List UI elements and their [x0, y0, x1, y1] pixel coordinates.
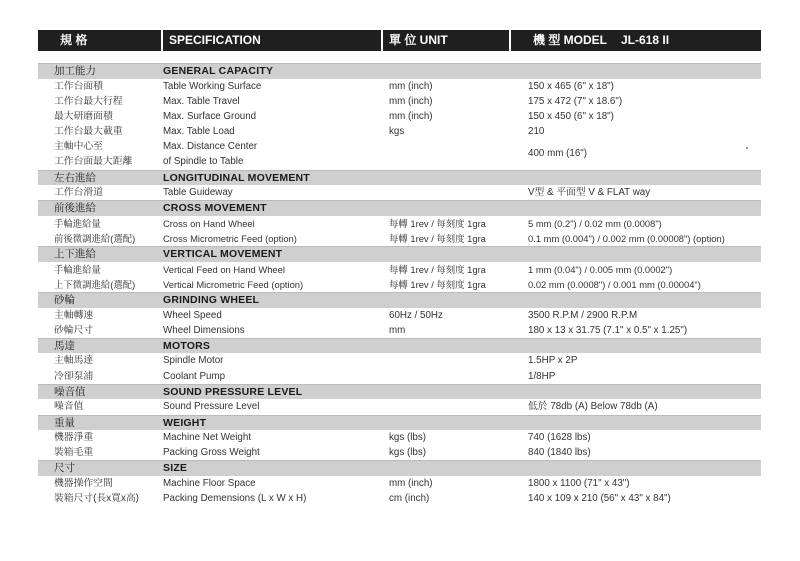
spec-value: 180 x 13 x 31.75 (7.1" x 0.5" x 1.25") — [528, 324, 688, 336]
spec-value: 400 mm (16") — [528, 148, 588, 160]
section-title-en: SIZE — [163, 462, 188, 475]
spec-sheet — [38, 30, 761, 506]
spec-row — [38, 216, 761, 231]
spec-row — [38, 231, 761, 246]
spec-unit: mm (inch) — [389, 80, 433, 92]
spec-name-en-line2: of Spindle to Table — [163, 156, 244, 168]
spec-value: V型 & 平面型 V & FLAT way — [528, 187, 651, 199]
spec-unit: mm (inch) — [389, 95, 433, 107]
spec-name-zh: 最大研磨面積 — [54, 110, 113, 122]
spec-value: 0.1 mm (0.004") / 0.002 mm (0.00008") (option) — [528, 233, 725, 245]
spec-name-en: Table Working Surface — [163, 80, 262, 92]
spec-name-en: Wheel Speed — [163, 309, 222, 321]
spec-value: 低於 78db (A) Below 78db (A) — [528, 401, 658, 413]
spec-name-zh: 裝箱毛重 — [54, 447, 94, 459]
spec-unit: kgs (lbs) — [389, 447, 427, 459]
spec-name-en: Machine Net Weight — [163, 432, 252, 444]
section-title-zh: 尺寸 — [54, 462, 75, 475]
spec-row — [38, 185, 761, 200]
spec-row — [38, 139, 761, 169]
spec-name-zh: 冷卻泵浦 — [54, 370, 94, 382]
section-header — [38, 384, 761, 400]
section-title-zh: 加工能力 — [54, 65, 96, 77]
spec-name-zh: 機器操作空間 — [54, 477, 113, 489]
spec-name-en: Packing Gross Weight — [163, 447, 260, 459]
spec-name-en: Cross Micrometric Feed (option) — [163, 233, 297, 245]
spec-name-en: Machine Floor Space — [163, 477, 256, 489]
section-title-en: LONGITUDINAL MOVEMENT — [163, 171, 310, 184]
spec-unit: mm (inch) — [389, 110, 433, 122]
spec-unit: cm (inch) — [389, 493, 430, 505]
spec-name-en: Max. Surface Ground — [163, 110, 257, 122]
spec-name-en-line1: Max. Distance Center — [163, 141, 258, 153]
section-title-en: VERTICAL MOVEMENT — [163, 248, 283, 261]
section-title-zh: 前後進給 — [54, 202, 96, 215]
section-title-zh: 左右進給 — [54, 171, 96, 184]
section-title-en: SOUND PRESSURE LEVEL — [163, 385, 303, 398]
spec-row — [38, 277, 761, 292]
section-title-zh: 砂輪 — [54, 294, 75, 307]
spec-name-en — [163, 139, 389, 169]
section-header — [38, 63, 761, 79]
header-unit: 單 位 UNIT — [383, 30, 511, 51]
spec-value: 740 (1628 lbs) — [528, 432, 591, 444]
spec-unit — [389, 185, 528, 200]
spec-unit — [389, 353, 528, 368]
spec-name-en: Packing Demensions (L x W x H) — [163, 493, 307, 505]
spec-row — [38, 124, 761, 139]
spec-name-zh: 砂輪尺寸 — [54, 324, 94, 336]
section-title-zh: 上下進給 — [54, 248, 96, 261]
spec-unit: 每轉 1rev / 每刻度 1gra — [389, 233, 486, 245]
spec-row — [38, 430, 761, 445]
spec-name-en: Coolant Pump — [163, 370, 226, 382]
spec-name-en: Wheel Dimensions — [163, 324, 245, 336]
spec-name-en: Spindle Motor — [163, 355, 224, 367]
spec-value: 1/8HP — [528, 370, 556, 382]
spec-unit: 每轉 1rev / 每刻度 1gra — [389, 263, 486, 275]
spec-value: 840 (1840 lbs) — [528, 447, 591, 459]
spec-value: 5 mm (0.2") / 0.02 mm (0.0008") — [528, 217, 662, 229]
spec-name-zh: 機器淨重 — [54, 432, 94, 444]
spec-value: 1 mm (0.04") / 0.005 mm (0.0002") — [528, 263, 673, 275]
spec-name-zh — [38, 139, 163, 169]
spec-name-en: Vertical Feed on Hand Wheel — [163, 263, 285, 275]
header-spec-zh: 規 格 — [38, 30, 163, 51]
section-title-en: GENERAL CAPACITY — [163, 65, 274, 77]
spec-row — [38, 94, 761, 109]
section-header — [38, 246, 761, 262]
header-model-value: JL-618 II — [621, 33, 670, 47]
spec-unit: kgs (lbs) — [389, 432, 427, 444]
spec-name-en: Max. Table Load — [163, 126, 235, 138]
section-header — [38, 460, 761, 476]
spec-name-zh: 主軸馬達 — [54, 355, 94, 367]
spec-value: 150 x 465 (6" x 18") — [528, 80, 614, 92]
spec-unit — [389, 369, 528, 384]
spec-value: 210 — [528, 126, 545, 138]
spec-value: 150 x 450 (6" x 18") — [528, 110, 614, 122]
spec-row — [38, 491, 761, 506]
spec-row — [38, 323, 761, 338]
spec-unit: mm — [389, 324, 406, 336]
spec-name-en: Table Guideway — [163, 187, 233, 199]
spec-row — [38, 353, 761, 368]
spec-name-zh: 工作台最大行程 — [54, 95, 123, 107]
spec-table-header — [38, 30, 761, 51]
spec-value: 3500 R.P.M / 2900 R.P.M — [528, 309, 638, 321]
speck-mark — [746, 147, 748, 149]
spec-name-zh-line2: 工作台面最大距離 — [54, 156, 133, 168]
spec-unit — [389, 139, 528, 169]
spec-name-zh: 前後微調進給(選配) — [54, 233, 136, 245]
spec-name-zh: 主軸轉速 — [54, 309, 94, 321]
spec-row — [38, 109, 761, 124]
header-spec-en: SPECIFICATION — [163, 30, 383, 51]
spec-unit — [389, 399, 528, 414]
spec-value: 1800 x 1100 (71" x 43") — [528, 477, 630, 489]
spec-row — [38, 262, 761, 277]
spec-name-en: Sound Pressure Level — [163, 401, 260, 413]
section-title-zh: 噪音值 — [54, 385, 86, 398]
section-title-en: WEIGHT — [163, 416, 207, 429]
spec-unit: mm (inch) — [389, 477, 433, 489]
spec-value: 0.02 mm (0.0008") / 0.001 mm (0.00004") — [528, 278, 701, 290]
spec-name-zh: 工作台面積 — [54, 80, 103, 92]
header-model — [511, 30, 761, 51]
spec-row — [38, 399, 761, 414]
section-title-zh: 馬達 — [54, 339, 75, 352]
header-model-label: 機 型 MODEL — [533, 33, 607, 47]
section-header — [38, 292, 761, 308]
section-header — [38, 170, 761, 186]
spec-value: 1.5HP x 2P — [528, 355, 578, 367]
spec-name-zh: 噪音值 — [54, 401, 84, 413]
spec-value: 140 x 109 x 210 (56" x 43" x 84") — [528, 493, 671, 505]
spec-name-zh: 工作台最大載重 — [54, 126, 123, 138]
spec-row — [38, 369, 761, 384]
section-title-en: GRINDING WHEEL — [163, 294, 260, 307]
spec-unit: 每轉 1rev / 每刻度 1gra — [389, 278, 486, 290]
spec-row — [38, 79, 761, 94]
spec-name-zh: 裝箱尺寸(長x寬x高) — [54, 493, 139, 505]
section-title-en: MOTORS — [163, 339, 211, 352]
spec-row — [38, 476, 761, 491]
spec-name-en: Vertical Micrometric Feed (option) — [163, 278, 304, 290]
spec-name-zh: 工作台滑道 — [54, 187, 103, 199]
spec-unit: 每轉 1rev / 每刻度 1gra — [389, 217, 486, 229]
spec-name-zh: 手輪進給量 — [54, 263, 101, 275]
section-header — [38, 338, 761, 354]
spec-unit: 60Hz / 50Hz — [389, 309, 443, 321]
spec-name-en: Max. Table Travel — [163, 95, 240, 107]
spec-table-body — [38, 63, 761, 506]
section-title-en: CROSS MOVEMENT — [163, 202, 267, 215]
spec-value: 175 x 472 (7" x 18.6") — [528, 95, 623, 107]
spec-name-en: Cross on Hand Wheel — [163, 217, 255, 229]
spec-unit: kgs — [389, 126, 405, 138]
spec-row — [38, 445, 761, 460]
spec-name-zh-line1: 主軸中心至 — [54, 141, 103, 153]
section-header — [38, 415, 761, 431]
spec-name-zh: 手輪進給量 — [54, 217, 101, 229]
section-title-zh: 重量 — [54, 416, 75, 429]
spec-name-zh: 上下微調進給(選配) — [54, 278, 136, 290]
section-header — [38, 200, 761, 216]
spec-row — [38, 308, 761, 323]
